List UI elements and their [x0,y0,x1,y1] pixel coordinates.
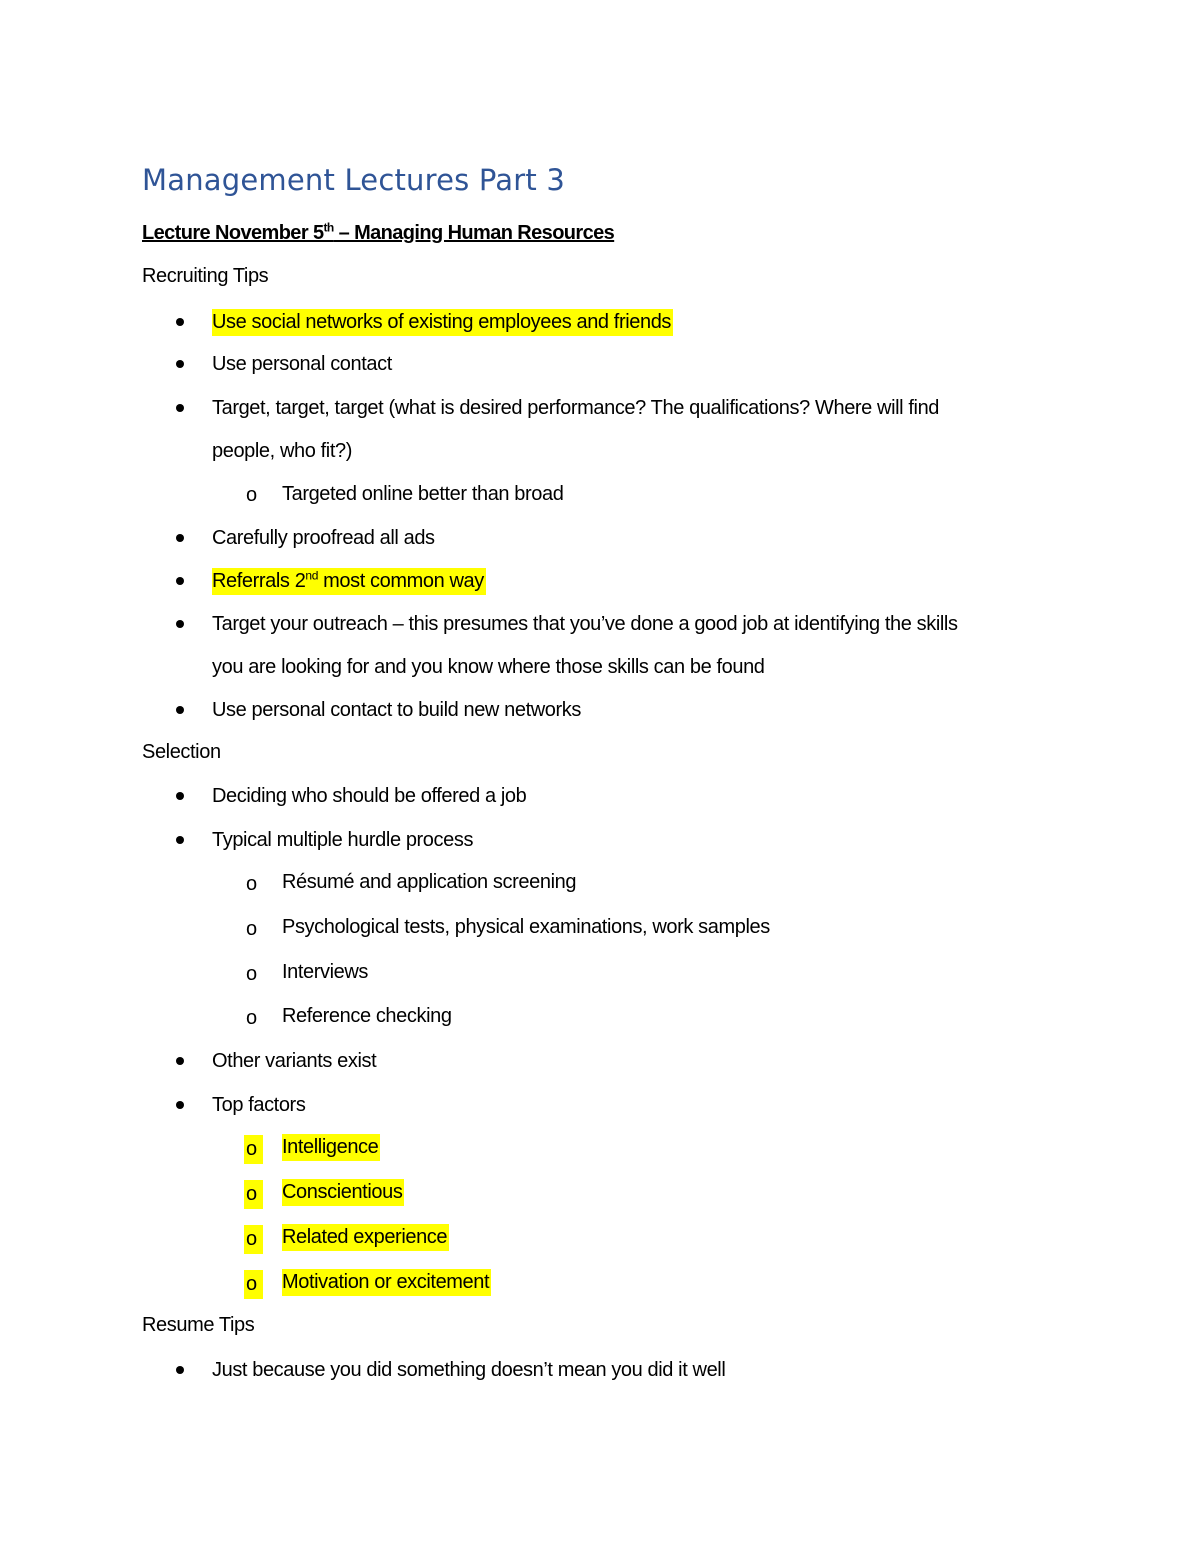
bullet-icon [176,360,184,368]
bullet-icon [176,577,184,585]
list-item: Typical multiple hurdle process [212,829,474,851]
sub-list-item [282,1225,449,1249]
highlighted-text-part: most common way [317,570,484,592]
sub-list-item: Targeted online better than broad [282,483,564,505]
highlighted-text: Related experience [282,1224,449,1251]
sub-list-item [282,1135,380,1159]
ordinal-suffix: nd [305,568,318,583]
list-item: Other variants exist [212,1050,377,1072]
sub-bullet-icon: o [244,1225,263,1254]
list-item: Carefully proofread all ads [212,527,435,549]
sub-list-item: Psychological tests, physical examinations, work samples [282,916,770,938]
sub-list-item: Résumé and application screening [282,871,577,893]
sub-list-item [282,1270,491,1294]
bullet-icon [176,318,184,326]
list-item-continuation: you are looking for and you know where those skills can be found [212,656,765,678]
bullet-icon [176,1057,184,1065]
document-title: Management Lectures Part 3 [142,163,566,197]
list-item: Use personal contact [212,353,392,375]
section-heading-resume: Resume Tips [142,1314,255,1336]
list-item [212,569,486,593]
highlighted-text: Use social networks of existing employees and friends [212,309,673,336]
lecture-heading [142,222,614,245]
bullet-icon [176,792,184,800]
bullet-icon [176,620,184,628]
highlighted-text [212,568,486,595]
sub-bullet-icon: o [246,1007,258,1029]
bullet-icon [176,1366,184,1374]
sub-bullet-icon: o [244,1135,263,1164]
bullet-icon [176,534,184,542]
list-item: Use personal contact to build new networks [212,699,581,721]
list-item: Target your outreach – this presumes that you’ve done a good job at identifying the skills [212,613,958,635]
highlighted-text: Motivation or excitement [282,1269,491,1296]
sub-list-item: Interviews [282,961,369,983]
section-heading-selection: Selection [142,741,221,763]
section-heading-recruiting: Recruiting Tips [142,265,269,287]
highlighted-text-part: Referrals 2 [212,570,306,592]
lecture-heading-suffix: – Managing Human Resources [333,222,615,244]
bullet-icon [176,706,184,714]
sub-bullet-icon: o [246,873,258,895]
highlighted-text: Conscientious [282,1179,404,1206]
bullet-icon [176,1101,184,1109]
list-item: Target, target, target (what is desired performance? The qualifications? Where will find [212,397,940,419]
sub-list-item: Reference checking [282,1005,452,1027]
sub-bullet-icon: o [246,963,258,985]
sub-list-item [282,1180,404,1204]
sub-bullet-icon: o [246,484,258,506]
sub-bullet-icon: o [244,1180,263,1209]
list-item: Deciding who should be offered a job [212,785,527,807]
lecture-heading-sup: th [323,220,334,235]
sub-bullet-icon: o [244,1270,263,1299]
list-item [212,310,673,334]
list-item: Top factors [212,1094,306,1116]
bullet-icon [176,404,184,412]
highlighted-text: Intelligence [282,1134,380,1161]
list-item-continuation: people, who fit?) [212,440,352,462]
lecture-heading-prefix: Lecture November 5 [142,222,324,244]
sub-bullet-icon: o [246,918,258,940]
list-item: Just because you did something doesn’t mean you did it well [212,1359,726,1381]
bullet-icon [176,836,184,844]
